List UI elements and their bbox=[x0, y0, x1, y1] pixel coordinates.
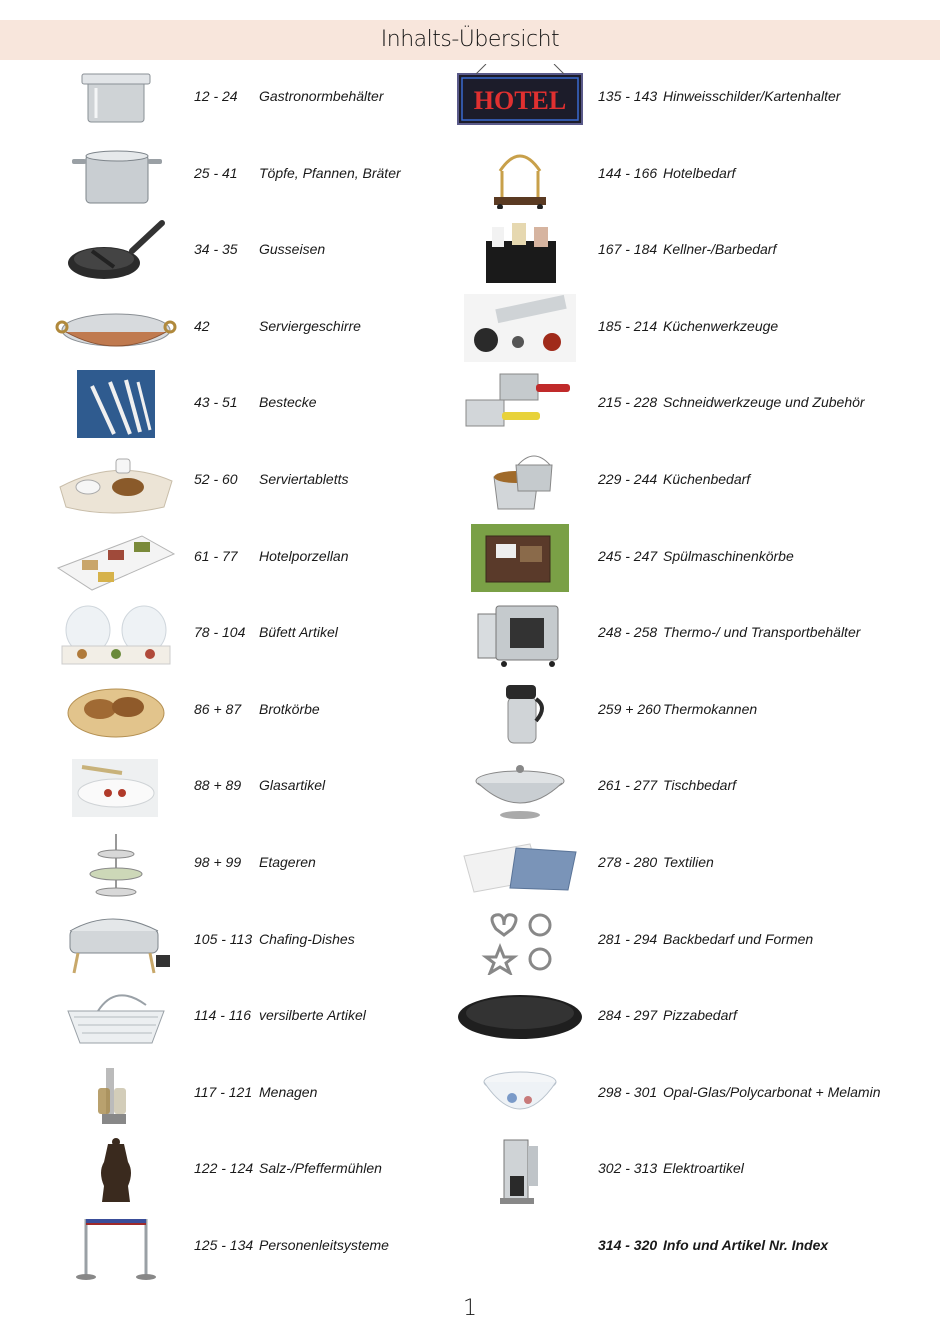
kitchen-tools-icon bbox=[456, 294, 584, 362]
category-label: Küchenwerkzeuge bbox=[663, 317, 779, 334]
cleaver-icon bbox=[456, 370, 584, 438]
page-range: 302 - 313 bbox=[598, 1160, 658, 1177]
copper-serving-dish-icon bbox=[52, 294, 180, 362]
page-range: 98 + 99 bbox=[194, 854, 242, 870]
right-toc-entry bbox=[456, 443, 926, 520]
page-range: 281 - 294 bbox=[598, 930, 658, 947]
page-range: 167 - 184 bbox=[598, 241, 658, 258]
page-range: 117 - 121 bbox=[194, 1083, 253, 1100]
luggage-cart-icon bbox=[456, 141, 584, 209]
category-label: Kellner-/Barbedarf bbox=[663, 241, 777, 258]
right-toc-entry bbox=[456, 903, 926, 980]
page-range: 144 - 166 bbox=[598, 164, 658, 181]
page-range: 86 + 87 bbox=[194, 700, 242, 717]
page-range: 88 + 89 bbox=[194, 777, 242, 794]
page-range: 78 - 104 bbox=[194, 624, 246, 641]
category-label: versilberte Artikel bbox=[259, 1007, 366, 1024]
category-label: Pizzabedarf bbox=[663, 1007, 737, 1024]
chafing-dish-icon bbox=[52, 907, 180, 975]
right-toc-entry bbox=[456, 749, 926, 826]
page-range: 25 - 41 bbox=[194, 164, 238, 181]
left-toc-entry bbox=[52, 1132, 452, 1209]
category-label: Info und Artikel Nr. Index bbox=[663, 1237, 829, 1253]
thermos-icon bbox=[456, 677, 584, 745]
page-range: 125 - 134 bbox=[194, 1237, 254, 1253]
left-toc-entry bbox=[52, 137, 452, 214]
left-toc-entry bbox=[52, 749, 452, 826]
buffet-icon bbox=[52, 600, 180, 668]
glass-plate-icon bbox=[52, 753, 180, 821]
category-label: Büfett Artikel bbox=[259, 624, 338, 641]
left-toc-entry bbox=[52, 979, 452, 1056]
right-toc-entry bbox=[456, 520, 926, 597]
page-range: 298 - 301 bbox=[598, 1083, 658, 1100]
left-toc-entry bbox=[52, 443, 452, 520]
dishwasher-rack-icon bbox=[456, 524, 584, 592]
queue-barrier-icon bbox=[52, 1213, 180, 1281]
category-label: Hotelbedarf bbox=[663, 164, 736, 181]
coffee-machine-icon bbox=[456, 1136, 584, 1204]
category-label: Etageren bbox=[259, 854, 316, 870]
category-label: Thermokannen bbox=[663, 700, 758, 717]
right-toc-entry bbox=[456, 1056, 926, 1133]
page-range: 122 - 124 bbox=[194, 1160, 254, 1177]
fry-bucket-icon bbox=[456, 447, 584, 515]
pizza-pan-icon bbox=[456, 983, 584, 1051]
tiered-stand-icon bbox=[52, 830, 180, 898]
cutlery-icon bbox=[52, 370, 180, 438]
category-label: Thermo-/ und Transportbehälter bbox=[663, 624, 861, 641]
cast-iron-pan-icon bbox=[52, 217, 180, 285]
page-range: 215 - 228 bbox=[598, 394, 658, 411]
page-range: 314 - 320 bbox=[598, 1237, 658, 1253]
left-toc-entry bbox=[52, 673, 452, 750]
cruet-set-icon bbox=[52, 1060, 180, 1128]
cookie-cutters-icon bbox=[456, 907, 584, 975]
page-range: 43 - 51 bbox=[194, 394, 238, 411]
category-label: Gusseisen bbox=[259, 241, 326, 258]
category-label: Hinweisschilder/Kartenhalter bbox=[663, 88, 841, 104]
category-label: Spülmaschinenkörbe bbox=[663, 547, 794, 564]
right-toc-entry bbox=[456, 826, 926, 903]
page-number: 1 bbox=[463, 1296, 477, 1321]
right-toc-entry bbox=[456, 673, 926, 750]
stock-pot-icon bbox=[52, 141, 180, 209]
left-toc-entry bbox=[52, 1209, 452, 1286]
category-label: Hotelporzellan bbox=[259, 547, 349, 564]
left-toc-entry bbox=[52, 596, 452, 673]
category-label: Backbedarf und Formen bbox=[663, 930, 814, 947]
category-label: Menagen bbox=[259, 1083, 318, 1100]
gastronorm-container-icon bbox=[52, 64, 180, 132]
left-toc-entry bbox=[52, 290, 452, 367]
category-label: Brotkörbe bbox=[259, 700, 320, 717]
right-toc-entry bbox=[456, 596, 926, 673]
page-range: 105 - 113 bbox=[194, 930, 253, 947]
right-toc-entry bbox=[456, 290, 926, 367]
right-toc-entry bbox=[456, 137, 926, 214]
left-toc-entry bbox=[52, 366, 452, 443]
left-toc-entry bbox=[52, 826, 452, 903]
category-label: Glasartikel bbox=[259, 777, 326, 794]
page-range: 61 - 77 bbox=[194, 547, 238, 564]
category-label: Serviergeschirre bbox=[259, 317, 361, 334]
right-toc-entry bbox=[456, 1132, 926, 1209]
page-title: Inhalts-Übersicht bbox=[380, 27, 560, 52]
category-label: Personenleitsysteme bbox=[259, 1237, 389, 1253]
right-toc-entry bbox=[456, 60, 926, 137]
melamine-bowl-icon bbox=[456, 1060, 584, 1128]
page-range: 12 - 24 bbox=[194, 88, 238, 104]
transport-container-icon bbox=[456, 600, 584, 668]
left-toc-entry bbox=[52, 903, 452, 980]
porcelain-icon bbox=[52, 524, 180, 592]
page-range: 245 - 247 bbox=[598, 547, 658, 564]
page-range: 34 - 35 bbox=[194, 241, 238, 258]
category-label: Bestecke bbox=[259, 394, 317, 411]
bar-caddy-icon bbox=[456, 217, 584, 285]
right-toc-entry bbox=[456, 366, 926, 443]
page-range: 248 - 258 bbox=[598, 624, 658, 641]
page-range: 278 - 280 bbox=[598, 854, 658, 870]
left-toc-entry bbox=[52, 520, 452, 597]
left-toc-entry bbox=[52, 213, 452, 290]
pepper-mill-icon bbox=[52, 1136, 180, 1204]
hotel-sign-icon bbox=[456, 64, 584, 132]
category-label: Küchenbedarf bbox=[663, 471, 751, 487]
right-toc-entry bbox=[456, 979, 926, 1056]
left-toc-entry bbox=[52, 1056, 452, 1133]
right-toc-entry bbox=[456, 1209, 926, 1286]
bread-basket-icon bbox=[52, 677, 180, 745]
page-range: 185 - 214 bbox=[598, 317, 658, 334]
page-range: 259 + 260 bbox=[598, 700, 661, 717]
category-label: Chafing-Dishes bbox=[259, 930, 355, 947]
page-range: 114 - 116 bbox=[194, 1007, 252, 1024]
serving-tray-icon bbox=[52, 447, 180, 515]
page-range: 229 - 244 bbox=[598, 471, 658, 487]
left-toc-entry bbox=[52, 60, 452, 137]
category-label: Opal-Glas/Polycarbonat + Melamin bbox=[663, 1083, 881, 1100]
page-range: 42 bbox=[194, 317, 210, 334]
tureen-icon bbox=[456, 753, 584, 821]
page-range: 135 - 143 bbox=[598, 88, 658, 104]
silver-basket-icon bbox=[52, 983, 180, 1051]
category-label: Elektroartikel bbox=[663, 1160, 744, 1177]
page-range: 52 - 60 bbox=[194, 471, 238, 487]
right-toc-entry bbox=[456, 213, 926, 290]
category-label: Textilien bbox=[663, 854, 714, 870]
hotel-sign-text: HOTEL bbox=[473, 86, 567, 115]
page-range: 261 - 277 bbox=[598, 777, 658, 794]
category-label: Tischbedarf bbox=[663, 777, 737, 794]
category-label: Salz-/Pfeffermühlen bbox=[259, 1160, 382, 1177]
textiles-icon bbox=[456, 830, 584, 898]
category-label: Töpfe, Pfannen, Bräter bbox=[259, 164, 401, 181]
category-label: Serviertabletts bbox=[259, 471, 349, 487]
category-label: Gastronormbehälter bbox=[259, 88, 384, 104]
page-range: 284 - 297 bbox=[598, 1007, 658, 1024]
category-label: Schneidwerkzeuge und Zubehör bbox=[663, 394, 865, 411]
